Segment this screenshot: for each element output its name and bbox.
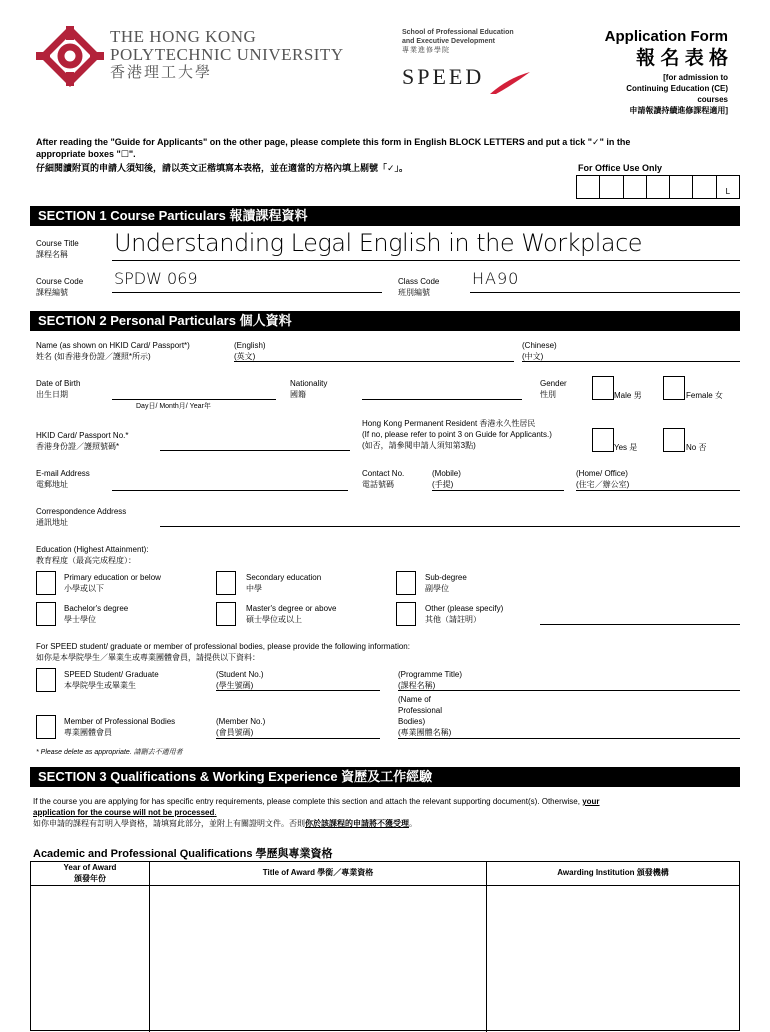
contact-label-zh: 電話號碼 (362, 480, 394, 489)
speed-note (36, 641, 410, 663)
nationality-label (290, 378, 327, 400)
edu-master-en: Master's degree or above (246, 604, 337, 613)
course-title-value[interactable]: Understanding Legal English in the Workplace (114, 229, 643, 257)
prof-body-label (398, 694, 451, 738)
speed-student-en: SPEED Student/ Graduate (64, 670, 159, 679)
admission-line-1: [for admission to (663, 73, 728, 82)
edu-bachelor-checkbox[interactable] (36, 602, 56, 626)
edu-secondary-label (246, 572, 321, 594)
nationality-label-zh: 國籍 (290, 390, 306, 399)
email-line[interactable] (112, 490, 348, 491)
english-label: (English) (234, 341, 266, 350)
admission-line-2: Continuing Education (CE) (626, 84, 728, 93)
col-year-zh: 頒發年份 (74, 874, 106, 883)
qualifications-table (30, 861, 740, 1031)
class-code-label-zh: 班別編號 (398, 288, 430, 297)
speed-student-checkbox[interactable] (36, 668, 56, 692)
speed-note-en: For SPEED student/ graduate or member of professional bodies, please provide the following information: (36, 642, 410, 651)
course-title-line (112, 260, 740, 261)
nationality-line[interactable] (362, 399, 522, 400)
dob-label-zh: 出生日期 (36, 390, 68, 399)
member-en: Member of Professional Bodies (64, 717, 176, 726)
correspondence-label (36, 506, 126, 528)
edu-other-zh: 其他（請註明） (425, 615, 481, 624)
university-name-zh: 香港理工大學 (110, 65, 213, 81)
gender-label (540, 378, 567, 400)
member-checkbox[interactable] (36, 715, 56, 739)
section-1-header: SECTION 1 Course Particulars 報讀課程資料 (30, 206, 740, 226)
office-use-box (576, 175, 740, 199)
mobile-line[interactable] (432, 490, 564, 491)
corr-label-en: Correspondence Address (36, 507, 127, 516)
s3-para-2: application for the course will not be processed. (33, 808, 217, 817)
polyu-logo (36, 26, 104, 88)
home-office-label (576, 468, 629, 490)
pr-no-checkbox[interactable] (663, 428, 685, 452)
school-name-en-2: and Executive Development (402, 38, 495, 45)
intro-line-2: appropriate boxes "☐". (36, 149, 136, 159)
education-label-en: Education (Highest Attainment): (36, 545, 149, 554)
student-no-line[interactable] (216, 690, 380, 691)
edu-sub-en: Sub-degree (425, 573, 467, 582)
hkid-label-en: HKID Card/ Passport No.* (36, 431, 129, 440)
education-label-zh: 教育程度（最高完成程度）： (36, 556, 136, 565)
dob-label (36, 378, 80, 400)
form-title: Application Form (604, 28, 728, 45)
speed-swoosh-icon (488, 70, 532, 96)
male-label: Male 男 (614, 391, 642, 400)
name-label-zh: 姓名 (如香港身份證／護照*所示) (36, 352, 151, 361)
edu-primary-checkbox[interactable] (36, 571, 56, 595)
edu-bachelor-label (64, 603, 128, 625)
edu-sub-label (425, 572, 467, 594)
school-name (402, 28, 514, 55)
form-title-block (605, 28, 728, 116)
col-title-header: Title of Award 學銜／專業資格 (262, 868, 374, 877)
form-title-zh: 報 名 表 格 (636, 48, 728, 69)
course-code-line (112, 292, 382, 293)
edu-other-label (425, 603, 503, 625)
admission-line-3: courses (697, 95, 728, 104)
member-no-line[interactable] (216, 738, 380, 739)
pr-line-2: (If no, please refer to point 3 on Guide for Applicants.) (362, 430, 552, 439)
col-year-header (31, 862, 149, 884)
edu-other-checkbox[interactable] (396, 602, 416, 626)
edu-master-zh: 碩士學位或以上 (246, 615, 302, 624)
email-label-zh: 電郵地址 (36, 480, 68, 489)
speed-student-zh: 本學院學生或畢業生 (64, 681, 136, 690)
student-no-zh: (學生號碼) (216, 681, 254, 690)
female-label: Female 女 (686, 391, 723, 400)
member-zh: 專業團體會員 (64, 728, 112, 737)
mobile-label-en: (Mobile) (432, 469, 461, 478)
dob-label-en: Date of Birth (36, 379, 81, 388)
contact-label-en: Contact No. (362, 469, 405, 478)
school-name-en-1: School of Professional Education (402, 29, 514, 36)
hkid-label-zh: 香港身份證／護照號碼* (36, 442, 120, 451)
correspondence-line[interactable] (160, 526, 740, 527)
home-label-zh: (住宅／辦公室) (576, 480, 630, 489)
programme-zh: (課程名稱) (398, 681, 436, 690)
email-label-en: E-mail Address (36, 469, 90, 478)
edu-master-label (246, 603, 336, 625)
student-no-en: (Student No.) (216, 670, 264, 679)
chinese-name-field[interactable] (522, 340, 557, 362)
col-year-en: Year of Award (63, 863, 117, 872)
university-name-en-1: THE HONG KONG (110, 27, 257, 46)
home-office-line[interactable] (576, 490, 740, 491)
mobile-label-zh: (手提) (432, 480, 454, 489)
chinese-name-line (522, 361, 740, 362)
edu-secondary-en: Secondary education (246, 573, 322, 582)
office-use-letter: L (725, 187, 731, 196)
course-title-label-en: Course Title (36, 239, 79, 248)
edu-sub-zh: 副學位 (425, 584, 449, 593)
section-2-header: SECTION 2 Personal Particulars 個人資料 (30, 311, 740, 331)
edu-master-checkbox[interactable] (216, 602, 236, 626)
school-name-zh: 專業進修學院 (402, 47, 450, 54)
name-label (36, 340, 190, 362)
edu-primary-label (64, 572, 161, 594)
edu-secondary-checkbox[interactable] (216, 571, 236, 595)
pr-yes-checkbox[interactable] (592, 428, 614, 452)
member-label (64, 716, 175, 738)
edu-secondary-zh: 中學 (246, 584, 262, 593)
pr-yes-label: Yes 是 (614, 443, 638, 452)
name-label-en: Name (as shown on HKID Card/ Passport*) (36, 341, 190, 350)
dob-line[interactable] (112, 399, 276, 400)
english-label-zh: (英文) (234, 352, 256, 361)
edu-bachelor-zh: 學士學位 (64, 615, 96, 624)
class-code-value[interactable]: HA90 (472, 269, 520, 288)
member-no-label (216, 716, 265, 738)
edu-other-line[interactable] (540, 624, 740, 625)
male-checkbox[interactable] (592, 376, 614, 400)
speed-note-zh: 如你是本學院學生／畢業生或專業團體會員，請提供以下資料： (36, 653, 260, 662)
university-name (110, 28, 344, 82)
female-checkbox[interactable] (663, 376, 685, 400)
chinese-label-zh: (中文) (522, 352, 544, 361)
course-code-label (36, 276, 83, 298)
speed-logo-text: SPEED (402, 64, 485, 89)
gender-label-en: Gender (540, 379, 567, 388)
programme-label (398, 669, 462, 691)
academic-heading: Academic and Professional Qualifications 學歷與專業資格 (33, 848, 333, 860)
student-no-label (216, 669, 264, 691)
pr-no-label: No 否 (686, 443, 707, 452)
section-3-instructions (33, 796, 743, 829)
class-code-label (398, 276, 439, 298)
office-use-label: For Office Use Only (578, 163, 663, 173)
programme-line[interactable] (398, 690, 740, 691)
course-code-label-en: Course Code (36, 277, 84, 286)
intro-line-1: After reading the "Guide for Applicants" on the other page, please complete this form in English BLOCK LETTERS and put a tick "✓" in the (36, 137, 631, 147)
nationality-label-en: Nationality (290, 379, 328, 388)
course-code-value[interactable]: SPDW 069 (114, 269, 198, 288)
hkid-line[interactable] (160, 450, 350, 451)
university-name-en-2: POLYTECHNIC UNIVERSITY (110, 45, 344, 64)
speed-student-label (64, 669, 159, 691)
english-name-field[interactable] (234, 340, 266, 362)
dob-hint: Day日/ Month月/ Year年 (136, 403, 211, 410)
s3-para-3: 如你申請的課程有訂明入學資格，請填寫此部分，並附上有關證明文件。否則你於該課程的申請將不獲受理。 (33, 819, 417, 828)
pr-line-1: Hong Kong Permanent Resident 香港永久性居民 (362, 419, 536, 428)
hkid-label (36, 430, 128, 452)
class-code-line (470, 292, 740, 293)
chinese-label: (Chinese) (522, 341, 557, 350)
col-institution-header: Awarding Institution 頒發機構 (557, 868, 669, 877)
table-row[interactable] (31, 886, 739, 1026)
delete-note: * Please delete as appropriate. 請刪去不適用者 (36, 749, 183, 756)
prof-body-line[interactable] (398, 738, 740, 739)
edu-other-en: Other (please specify) (425, 604, 504, 613)
home-label-en: (Home/ Office) (576, 469, 628, 478)
section-3-header: SECTION 3 Qualifications & Working Experience 資歷及工作經驗 (30, 767, 740, 787)
speed-logo (402, 64, 484, 90)
prof-body-zh: (專業團體名稱) (398, 728, 452, 737)
member-no-zh: (會員號碼) (216, 728, 254, 737)
course-code-label-zh: 課程編號 (36, 288, 68, 297)
email-label (36, 468, 90, 490)
class-code-label-en: Class Code (398, 277, 440, 286)
admission-line-zh: 申請報讀持續進修課程適用] (629, 106, 728, 115)
corr-label-zh: 通訊地址 (36, 518, 68, 527)
member-no-en: (Member No.) (216, 717, 266, 726)
education-label (36, 544, 149, 566)
contact-label (362, 468, 404, 490)
edu-sub-checkbox[interactable] (396, 571, 416, 595)
pr-line-3: (如否，請參閱申請人須知第3點) (362, 441, 476, 450)
course-title-label-zh: 課程名稱 (36, 250, 68, 259)
gender-label-zh: 性別 (540, 390, 556, 399)
english-name-line (234, 361, 514, 362)
mobile-label (432, 468, 461, 490)
prof-body-2: Professional (398, 706, 443, 715)
prof-body-3: Bodies) (398, 717, 426, 726)
intro-line-zh: 仔細閱讀附頁的申請人須知後，請以英文正楷填寫本表格，並在適當的方格內填上剔號「✓」。 (36, 163, 409, 173)
edu-primary-en: Primary education or below (64, 573, 161, 582)
prof-body-1: (Name of (398, 695, 431, 704)
permanent-resident-label (362, 418, 552, 451)
s3-para-1: If the course you are applying for has specific entry requirements, please complete this section and attach the relevant supporting document(s). Otherwise, your (33, 797, 600, 806)
programme-en: (Programme Title) (398, 670, 463, 679)
course-title-label (36, 238, 79, 260)
edu-primary-zh: 小學或以下 (64, 584, 104, 593)
edu-bachelor-en: Bachelor's degree (64, 604, 129, 613)
